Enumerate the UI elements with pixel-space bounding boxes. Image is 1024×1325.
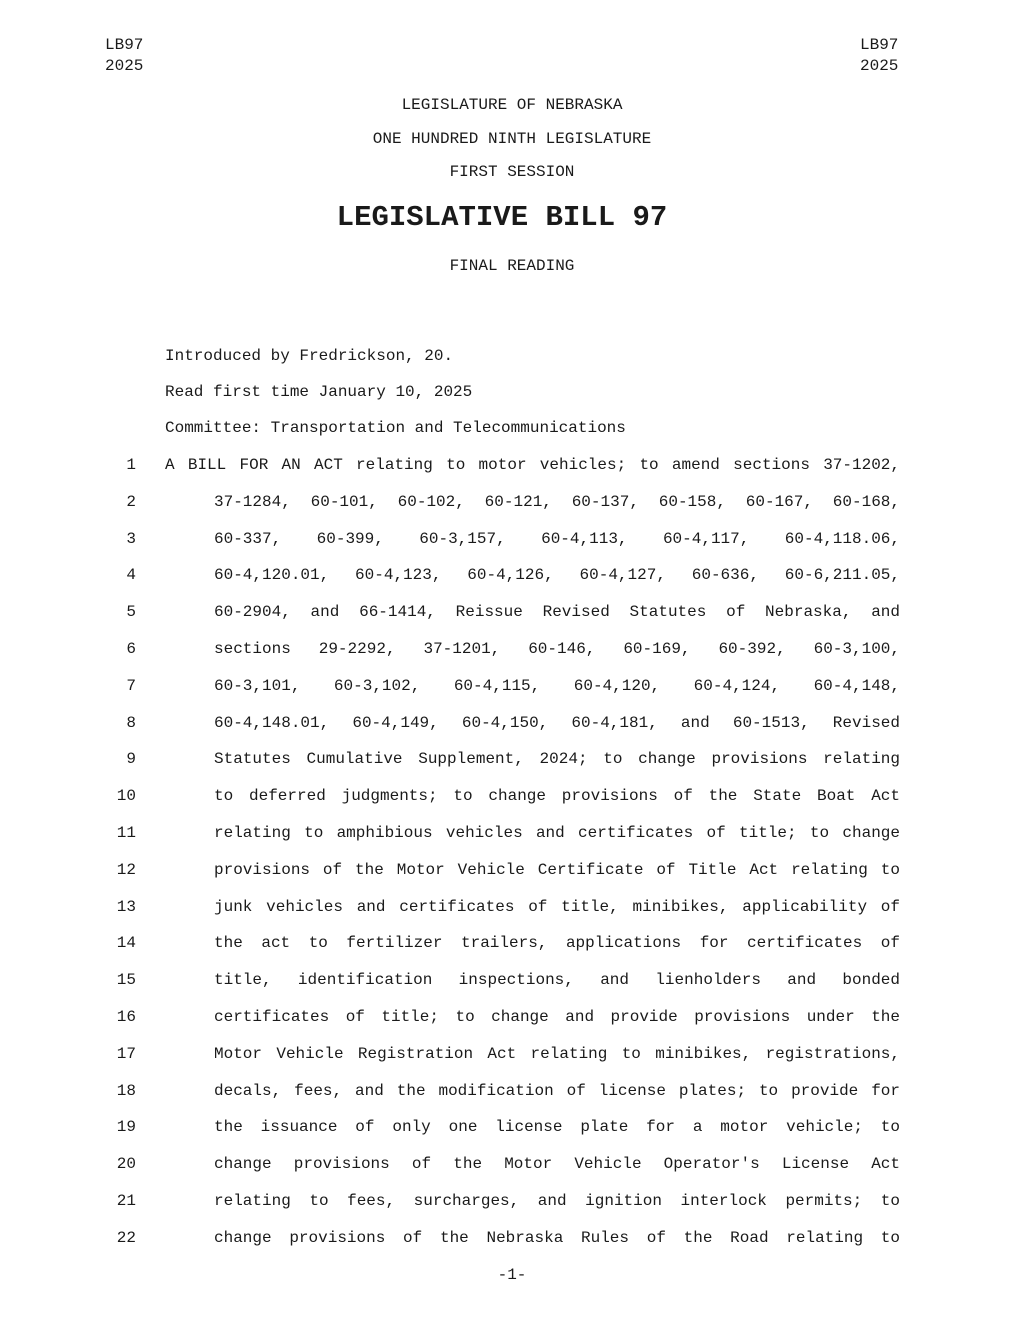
- line-number: 5: [126, 603, 136, 621]
- bill-text-line: relating to amphibious vehicles and certificates of title; to change: [214, 824, 900, 842]
- introduced-by: Introduced by Fredrickson, 20.: [165, 347, 454, 365]
- line-number: 6: [126, 640, 136, 658]
- bill-text-line: certificates of title; to change and provide provisions under the: [214, 1008, 900, 1026]
- line-number: 13: [116, 898, 136, 916]
- bill-text-line: A BILL FOR AN ACT relating to motor vehicles; to amend sections 37-1202,: [165, 456, 900, 474]
- line-number: 18: [116, 1082, 136, 1100]
- line-number: 14: [116, 934, 136, 952]
- bill-text-line: 60-337, 60-399, 60-3,157, 60-4,113, 60-4,117, 60-4,118.06,: [214, 530, 900, 548]
- line-number: 12: [116, 861, 136, 879]
- bill-text-line: relating to fees, surcharges, and ignition interlock permits; to: [214, 1192, 900, 1210]
- bill-text-line: change provisions of the Motor Vehicle Operator's License Act: [214, 1155, 900, 1173]
- bill-text-line: 37-1284, 60-101, 60-102, 60-121, 60-137, 60-158, 60-167, 60-168,: [214, 493, 900, 511]
- header-left: [105, 35, 143, 77]
- bill-text-line: provisions of the Motor Vehicle Certificate of Title Act relating to: [214, 861, 900, 879]
- line-number: 8: [126, 714, 136, 732]
- line-number: 15: [116, 971, 136, 989]
- bill-text-line: 60-4,120.01, 60-4,123, 60-4,126, 60-4,127, 60-636, 60-6,211.05,: [214, 566, 900, 584]
- committee: Committee: Transportation and Telecommunications: [165, 419, 626, 437]
- line-number: 2: [126, 493, 136, 511]
- reading-stage: FINAL READING: [449, 257, 575, 275]
- line-number: 22: [116, 1229, 136, 1247]
- line-number: 20: [116, 1155, 136, 1173]
- read-first-time: Read first time January 10, 2025: [165, 383, 473, 401]
- bill-text-line: Statutes Cumulative Supplement, 2024; to change provisions relating: [214, 750, 900, 768]
- line-number: 17: [116, 1045, 136, 1063]
- line-number: 10: [116, 787, 136, 805]
- header-right: [860, 35, 898, 77]
- line-number: 19: [116, 1118, 136, 1136]
- session-heading: FIRST SESSION: [449, 163, 575, 181]
- bill-text-line: to deferred judgments; to change provisions of the State Boat Act: [214, 787, 900, 805]
- line-number: 4: [126, 566, 136, 584]
- bill-text-line: 60-4,148.01, 60-4,149, 60-4,150, 60-4,181, and 60-1513, Revised: [214, 714, 900, 732]
- line-number: 9: [126, 750, 136, 768]
- bill-text-line: 60-2904, and 66-1414, Reissue Revised Statutes of Nebraska, and: [214, 603, 900, 621]
- bill-title: LEGISLATIVE BILL 97: [336, 201, 668, 234]
- page-number: -1-: [497, 1266, 527, 1284]
- line-number: 3: [126, 530, 136, 548]
- header-left-bill-id: LB97: [105, 36, 144, 54]
- header-right-year: 2025: [860, 57, 899, 75]
- line-number: 1: [126, 456, 136, 474]
- line-number: 21: [116, 1192, 136, 1210]
- bill-text-line: title, identification inspections, and lienholders and bonded: [214, 971, 900, 989]
- bill-text-line: sections 29-2292, 37-1201, 60-146, 60-169, 60-392, 60-3,100,: [214, 640, 900, 658]
- legislature-heading: LEGISLATURE OF NEBRASKA: [401, 96, 623, 114]
- line-number: 11: [116, 824, 136, 842]
- bill-text-line: Motor Vehicle Registration Act relating to minibikes, registrations,: [214, 1045, 900, 1063]
- session-name-heading: ONE HUNDRED NINTH LEGISLATURE: [372, 130, 652, 148]
- bill-text-line: 60-3,101, 60-3,102, 60-4,115, 60-4,120, 60-4,124, 60-4,148,: [214, 677, 900, 695]
- bill-text-line: the issuance of only one license plate for a motor vehicle; to: [214, 1118, 900, 1136]
- header-left-year: 2025: [105, 57, 144, 75]
- header-right-bill-id: LB97: [860, 36, 899, 54]
- line-number: 16: [116, 1008, 136, 1026]
- bill-text-line: change provisions of the Nebraska Rules of the Road relating to: [214, 1229, 900, 1247]
- line-number: 7: [126, 677, 136, 695]
- bill-text-line: the act to fertilizer trailers, applications for certificates of: [214, 934, 900, 952]
- bill-text-line: decals, fees, and the modification of license plates; to provide for: [214, 1082, 900, 1100]
- bill-text-line: junk vehicles and certificates of title, minibikes, applicability of: [214, 898, 900, 916]
